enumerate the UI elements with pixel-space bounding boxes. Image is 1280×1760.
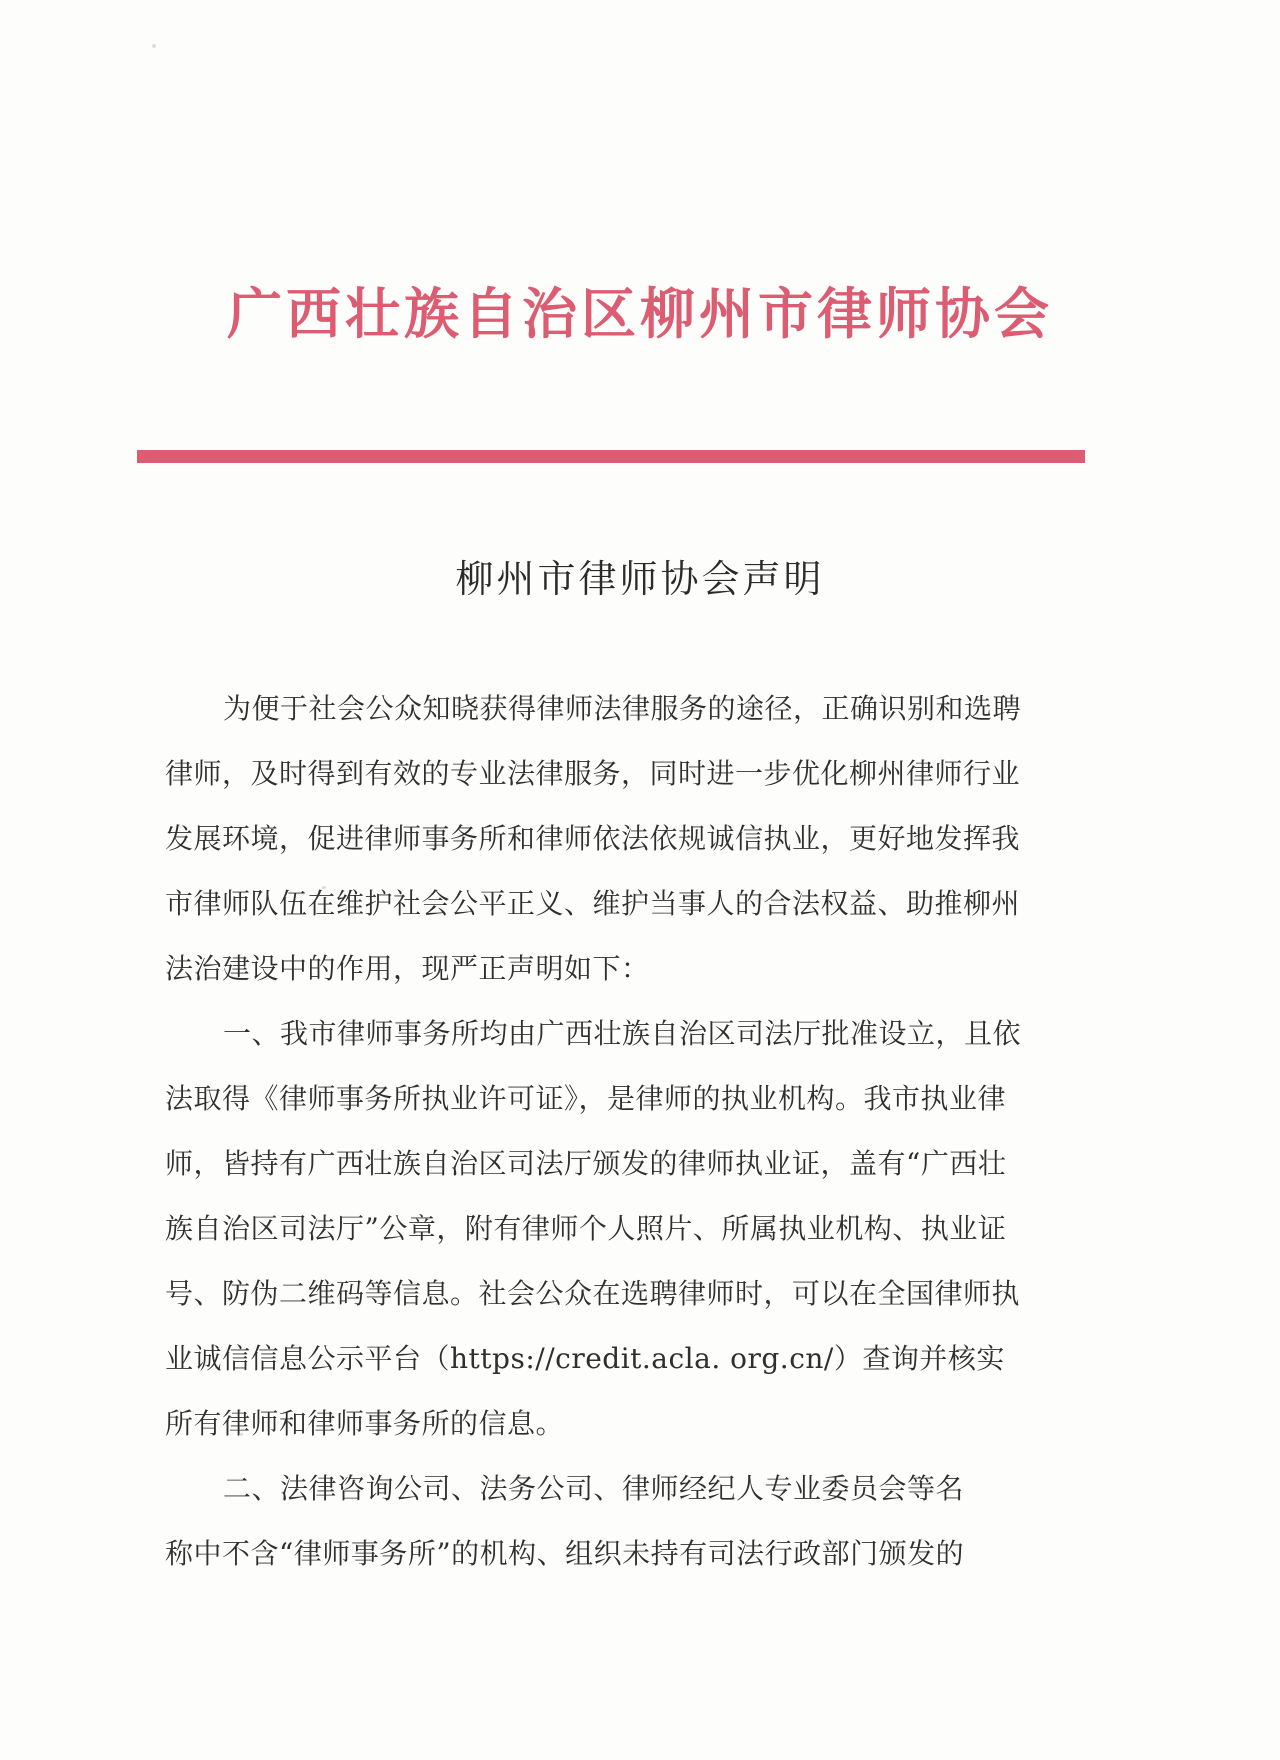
body-line: 律师，及时得到有效的专业法律服务，同时进一步优化柳州律师行业 xyxy=(165,757,1021,790)
body-line: 族自治区司法厅”公章，附有律师个人照片、所属执业机构、执业证 xyxy=(165,1212,1007,1245)
body-line: 称中不含“律师事务所”的机构、组织未持有司法行政部门颁发的 xyxy=(165,1537,965,1570)
body-line: 师，皆持有广西壮族自治区司法厅颁发的律师执业证，盖有“广西壮 xyxy=(165,1147,1007,1180)
body-line: 二、法律咨询公司、法务公司、律师经纪人专业委员会等名 xyxy=(223,1472,965,1505)
body-line: 业诚信信息公示平台（https://credit.acla. org.cn/）查询并核实 xyxy=(165,1342,1005,1375)
body-line: 一、我市律师事务所均由广西壮族自治区司法厅批准设立，且依 xyxy=(223,1017,1022,1050)
body-line: 法治建设中的作用，现严正声明如下： xyxy=(165,952,650,985)
letterhead-org-title: 广西壮族自治区柳州市律师协会 xyxy=(226,281,1053,346)
body-line: 所有律师和律师事务所的信息。 xyxy=(165,1407,565,1440)
body-line: 发展环境，促进律师事务所和律师依法依规诚信执业，更好地发挥我 xyxy=(165,822,1021,855)
letterhead-divider-rule xyxy=(137,450,1085,463)
body-line: 号、防伪二维码等信息。社会公众在选聘律师时，可以在全国律师执 xyxy=(165,1277,1021,1310)
body-line: 为便于社会公众知晓获得律师法律服务的途径，正确识别和选聘 xyxy=(223,692,1022,725)
body-line: 法取得《律师事务所执业许可证》，是律师的执业机构。我市执业律 xyxy=(165,1082,1007,1115)
statement-title: 柳州市律师协会声明 xyxy=(455,557,825,601)
statement-body xyxy=(165,676,1022,1586)
scan-speck xyxy=(152,44,156,48)
body-line: 市律师队伍在维护社会公平正义、维护当事人的合法权益、助推柳州 xyxy=(165,887,1021,920)
